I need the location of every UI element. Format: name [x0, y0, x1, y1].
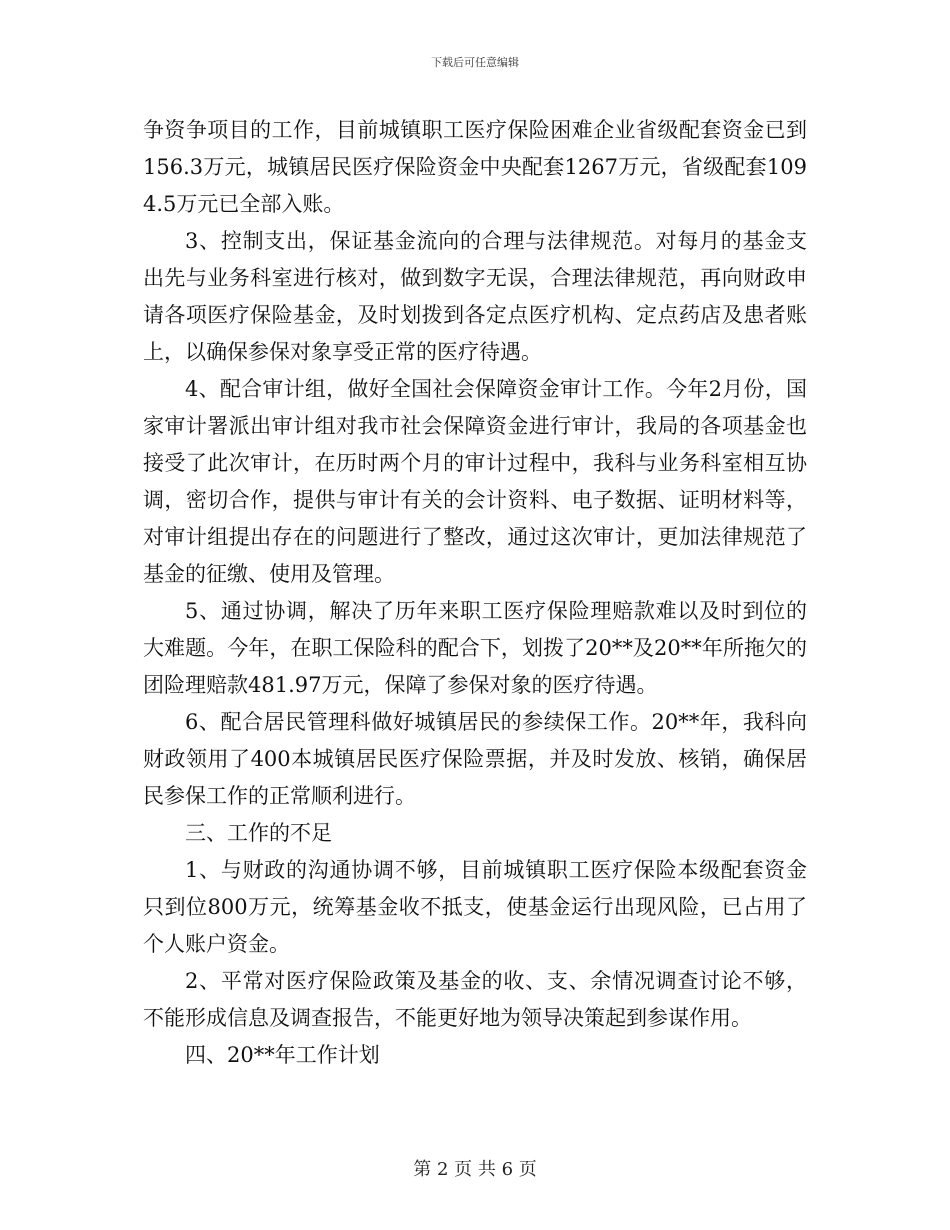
document-body — [143, 112, 807, 1074]
section-heading-shortcomings: 三、工作的不足 — [185, 821, 332, 845]
page-number-footer: 第 2 页 共 6 页 — [413, 1159, 537, 1180]
paragraph-item-5: 5、通过协调，解决了历年来职工医疗保险理赔款难以及时到位的大难题。今年，在职工保险科的配合下，划拨了20**及20**年所拖欠的团险理赔款481.97万元，保障了参保对象的医疗待遇。 — [143, 599, 807, 697]
paragraph-funding-continued: 争资争项目的工作，目前城镇职工医疗保险困难企业省级配套资金已到156.3万元，城镇居民医疗保险资金中央配套1267万元，省级配套1094.5万元已全部入账。 — [143, 118, 807, 216]
page-header: 下载后可任意编辑 — [431, 56, 519, 69]
paragraph-shortcoming-2: 2、平常对医疗保险政策及基金的收、支、余情况调查讨论不够，不能形成信息及调查报告，不能更好地为领导决策起到参谋作用。 — [143, 969, 807, 1030]
paragraph-item-4: 4、配合审计组，做好全国社会保障资金审计工作。今年2月份，国家审计署派出审计组对我市社会保障资金进行审计，我局的各项基金也接受了此次审计，在历时两个月的审计过程中，我科与业务科室相互协调，密切合作，提供与审计有关的会计资料、电子数据、证明材料等，对审计组提出存在的问题进行了整改，通过这次审计，更加法律规范了基金的征缴、使用及管理。 — [143, 377, 807, 586]
paragraph-shortcoming-1: 1、与财政的沟通协调不够，目前城镇职工医疗保险本级配套资金只到位800万元，统筹基金收不抵支，使基金运行出现风险，已占用了个人账户资金。 — [143, 858, 807, 956]
paragraph-item-6: 6、配合居民管理科做好城镇居民的参续保工作。20**年，我科向财政领用了400本城镇居民医疗保险票据，并及时发放、核销，确保居民参保工作的正常顺利进行。 — [143, 710, 807, 808]
paragraph-item-3: 3、控制支出，保证基金流向的合理与法律规范。对每月的基金支出先与业务科室进行核对，做到数字无误，合理法律规范，再向财政申请各项医疗保险基金，及时划拨到各定点医疗机构、定点药店及患者账上，以确保参保对象享受正常的医疗待遇。 — [143, 229, 807, 364]
section-heading-work-plan: 四、20**年工作计划 — [185, 1043, 380, 1067]
